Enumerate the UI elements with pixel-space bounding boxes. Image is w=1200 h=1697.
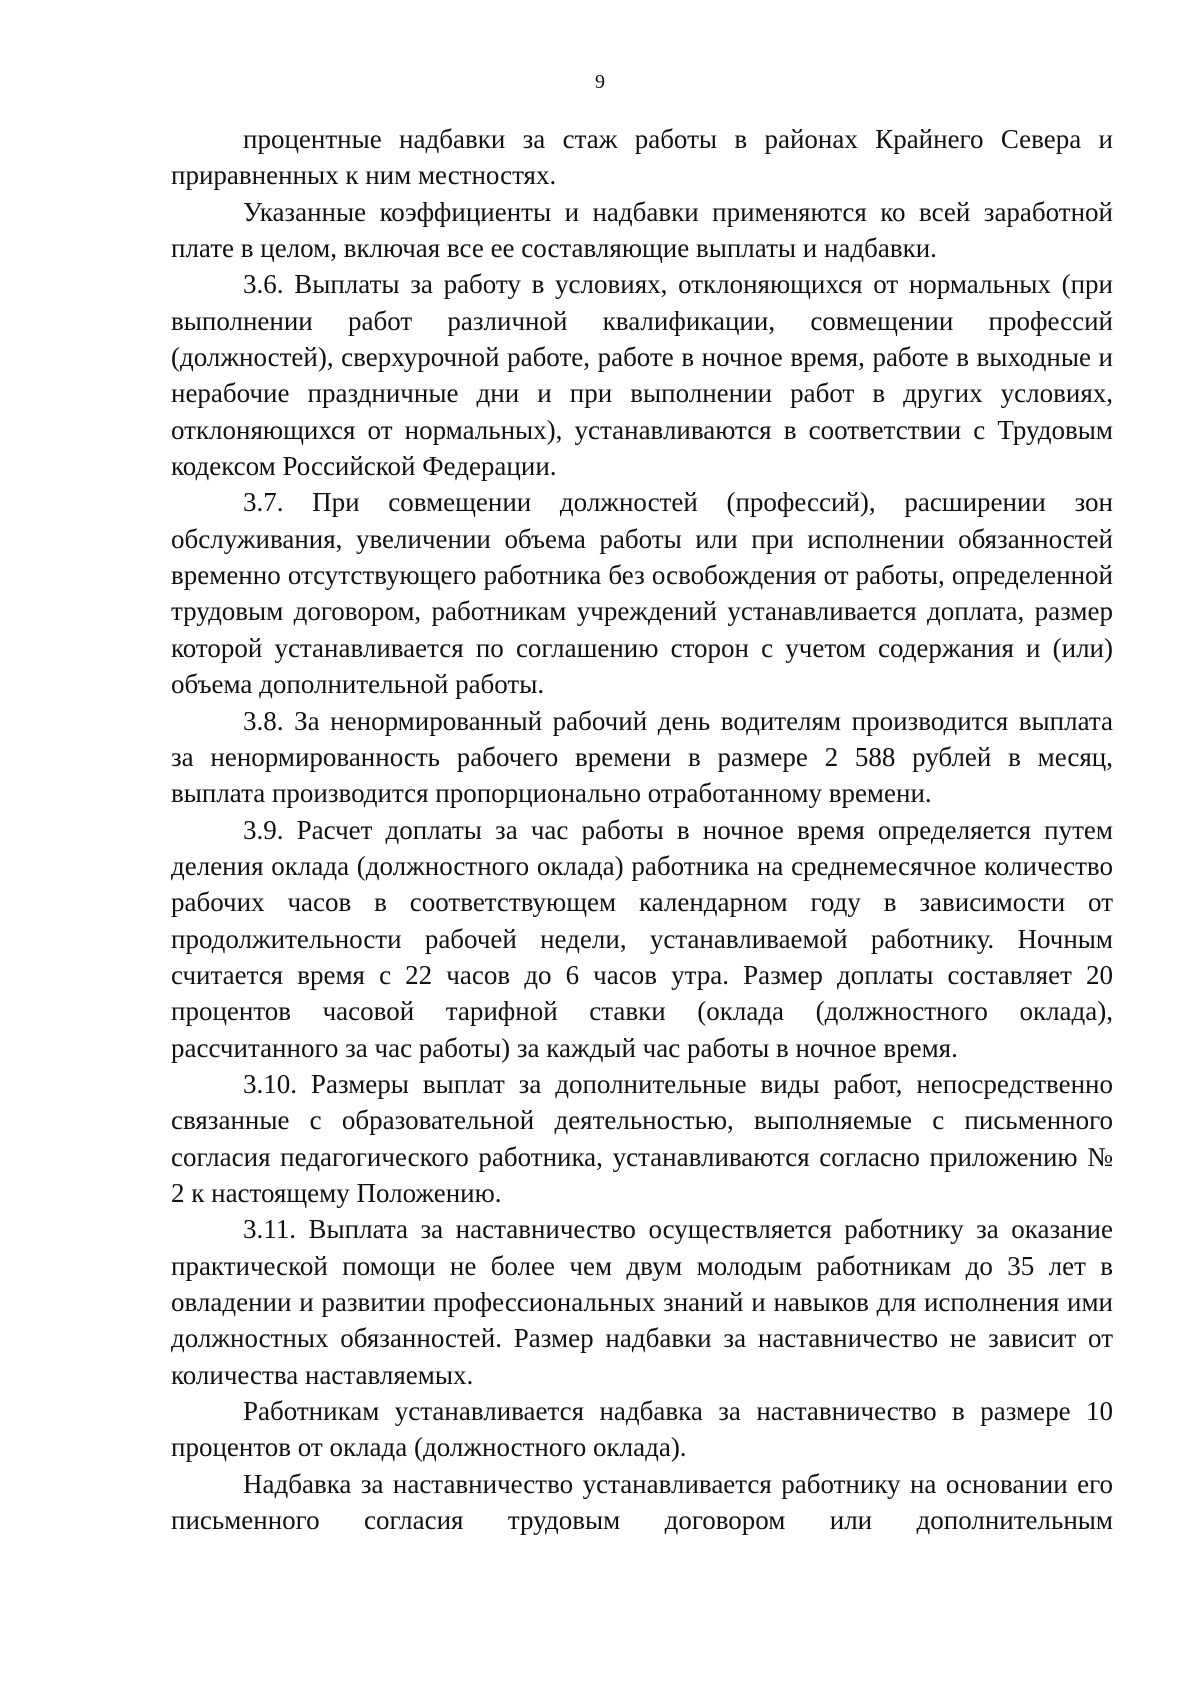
- paragraph-3-9: 3.9. Расчет доплаты за час работы в ночное время определяется путем деления оклада (должностного оклада) работника на среднемесячное количество рабочих часов в соответствующем календарном году в зависимости от продолжительности рабочей недели, устанавливаемой работнику. Ночным считается время с 22 часов до 6 часов утра. Размер доплаты составляет 20 процентов часовой тарифной ставки (оклада (должностного оклада), рассчитанного за час работы) за каждый час работы в ночное время.: [171, 814, 1113, 1063]
- paragraph-mentorship-rate: Работникам устанавливается надбавка за наставничество в размере 10 процентов от оклада (должностного оклада).: [171, 1396, 1113, 1463]
- document-body: [171, 121, 1113, 1538]
- paragraph-3-10: 3.10. Размеры выплат за дополнительные виды работ, непосредственно связанные с образовательной деятельностью, выполняемые с письменного согласия педагогического работника, устанавливаются согласно приложению № 2 к настоящему Положению.: [171, 1068, 1113, 1208]
- paragraph-3-7: 3.7. При совмещении должностей (профессий), расширении зон обслуживания, увеличении объема работы или при исполнении обязанностей временно отсутствующего работника без освобождения от работы, определенной трудовым договором, работникам учреждений устанавливается доплата, размер которой устанавливается по соглашению сторон с учетом содержания и (или) объема дополнительной работы.: [171, 487, 1113, 700]
- paragraph-1: процентные надбавки за стаж работы в районах Крайнего Севера и приравненных к ним местностях.: [171, 124, 1113, 191]
- paragraph-2: Указанные коэффициенты и надбавки применяются ко всей заработной плате в целом, включая все ее составляющие выплаты и надбавки.: [171, 196, 1113, 264]
- paragraph-3-6: 3.6. Выплаты за работу в условиях, отклоняющихся от нормальных (при выполнении работ различной квалификации, совмещении профессий (должностей), сверхурочной работе, работе в ночное время, работе в выходные и нерабочие праздничные дни и при выполнении работ в других условиях, отклоняющихся от нормальных), устанавливаются в соответствии с Трудовым кодексом Российской Федерации.: [171, 269, 1113, 482]
- page-number: 9: [595, 71, 605, 93]
- paragraph-3-8: 3.8. За ненормированный рабочий день водителям производится выплата за ненормированность рабочего времени в размере 2 588 рублей в месяц, выплата производится пропорционально отработанному времени.: [171, 705, 1113, 809]
- paragraph-3-11: 3.11. Выплата за наставничество осуществляется работнику за оказание практической помощи не более чем двум молодым работникам до 35 лет в овладении и развитии профессиональных знаний и навыков для исполнения ими должностных обязанностей. Размер надбавки за наставничество не зависит от количества наставляемых.: [171, 1214, 1113, 1390]
- paragraph-mentorship-basis: Надбавка за наставничество устанавливается работнику на основании его письменного согласия трудовым договором или дополнительным: [171, 1468, 1113, 1536]
